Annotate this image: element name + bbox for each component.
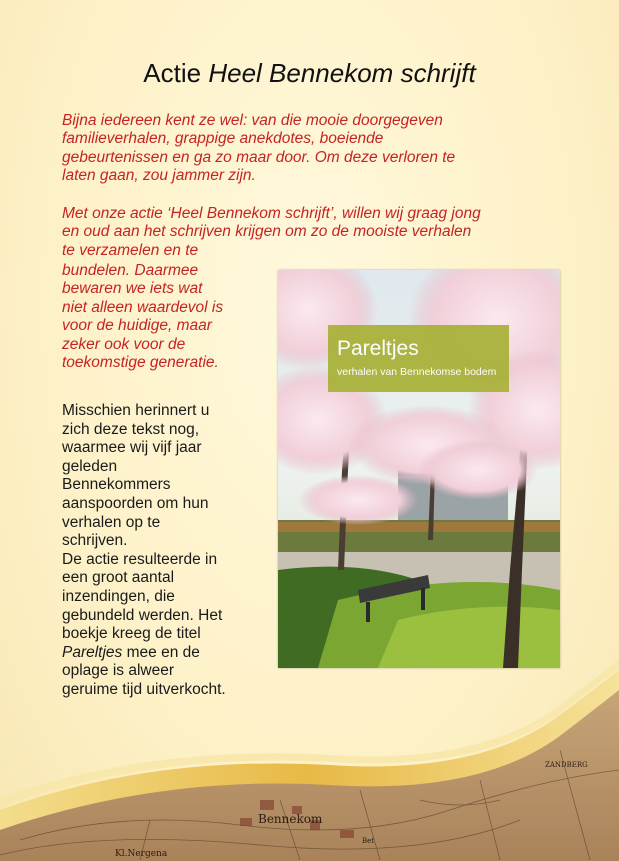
intro-line: gebeurtenissen en ga zo maar door. Om deze verloren te <box>62 148 456 166</box>
intro-line: bewaren we iets wat <box>62 280 203 298</box>
body-line: boekje kreeg de titel <box>62 625 201 643</box>
body-line: oplage is alweer <box>62 662 175 680</box>
intro-line: en oud aan het schrijven krijgen om zo de mooiste verhalen <box>62 223 472 241</box>
body-line: verhalen op te <box>62 513 161 531</box>
book-title-inline: Pareltjes <box>62 643 123 661</box>
intro-line: Met onze actie ‘Heel Bennekom schrijft’, willen wij graag jong <box>62 205 481 222</box>
body-line: gebundeld werden. Het <box>62 606 223 624</box>
intro-line: zeker ook voor de <box>62 335 186 353</box>
body-line: geruime tijd uitverkocht. <box>62 680 226 698</box>
body-line: Bennekommers <box>62 476 171 494</box>
intro-paragraph-2-continued <box>62 262 267 372</box>
map-label-main: Bennekom <box>258 812 323 826</box>
map-label-right: Bet <box>362 837 375 845</box>
body-line: Misschien herinnert u <box>62 402 210 419</box>
book-cover-title: Pareltjes <box>337 337 419 360</box>
page-title <box>0 58 619 89</box>
map-label-topright: ZANDBERG <box>545 761 588 769</box>
body-line: waarmee wij vijf jaar <box>62 439 202 457</box>
intro-line: toekomstige generatie. <box>62 354 219 372</box>
book-cover-image <box>278 270 560 668</box>
map-label-left: Kl.Nergena <box>115 849 168 859</box>
intro-line: bundelen. Daarmee <box>62 262 199 279</box>
intro-line: niet alleen waardevol is <box>62 298 224 316</box>
body-line: inzendingen, die <box>62 587 175 605</box>
body-line: geleden <box>62 457 118 475</box>
body-line: schrijven. <box>62 532 128 550</box>
body-line: aanspoorden om hun <box>62 494 209 512</box>
intro-line: familieverhalen, grappige anekdotes, boeiende <box>62 130 384 148</box>
intro-line: voor de huidige, maar <box>62 317 212 335</box>
body-line: mee en de <box>122 643 200 661</box>
body-line: een groot aantal <box>62 569 175 587</box>
map-ribbon-decoration <box>0 660 619 861</box>
book-cover-subtitle: verhalen van Bennekomse bodem <box>337 366 497 378</box>
intro-line: Bijna iedereen kent ze wel: van die mooie doorgegeven <box>62 112 443 129</box>
intro-line: te verzamelen en te <box>62 241 199 259</box>
intro-paragraph-1 <box>62 112 582 186</box>
title-prefix: Actie <box>143 58 202 88</box>
intro-paragraph-2 <box>62 205 582 260</box>
body-paragraph <box>62 402 272 700</box>
body-line: De actie resulteerde in <box>62 550 218 568</box>
title-italic: Heel Bennekom schrijft <box>208 58 476 88</box>
book-cover-label <box>328 325 509 392</box>
body-line: zich deze tekst nog, <box>62 420 199 438</box>
intro-line: laten gaan, zou jammer zijn. <box>62 167 256 185</box>
